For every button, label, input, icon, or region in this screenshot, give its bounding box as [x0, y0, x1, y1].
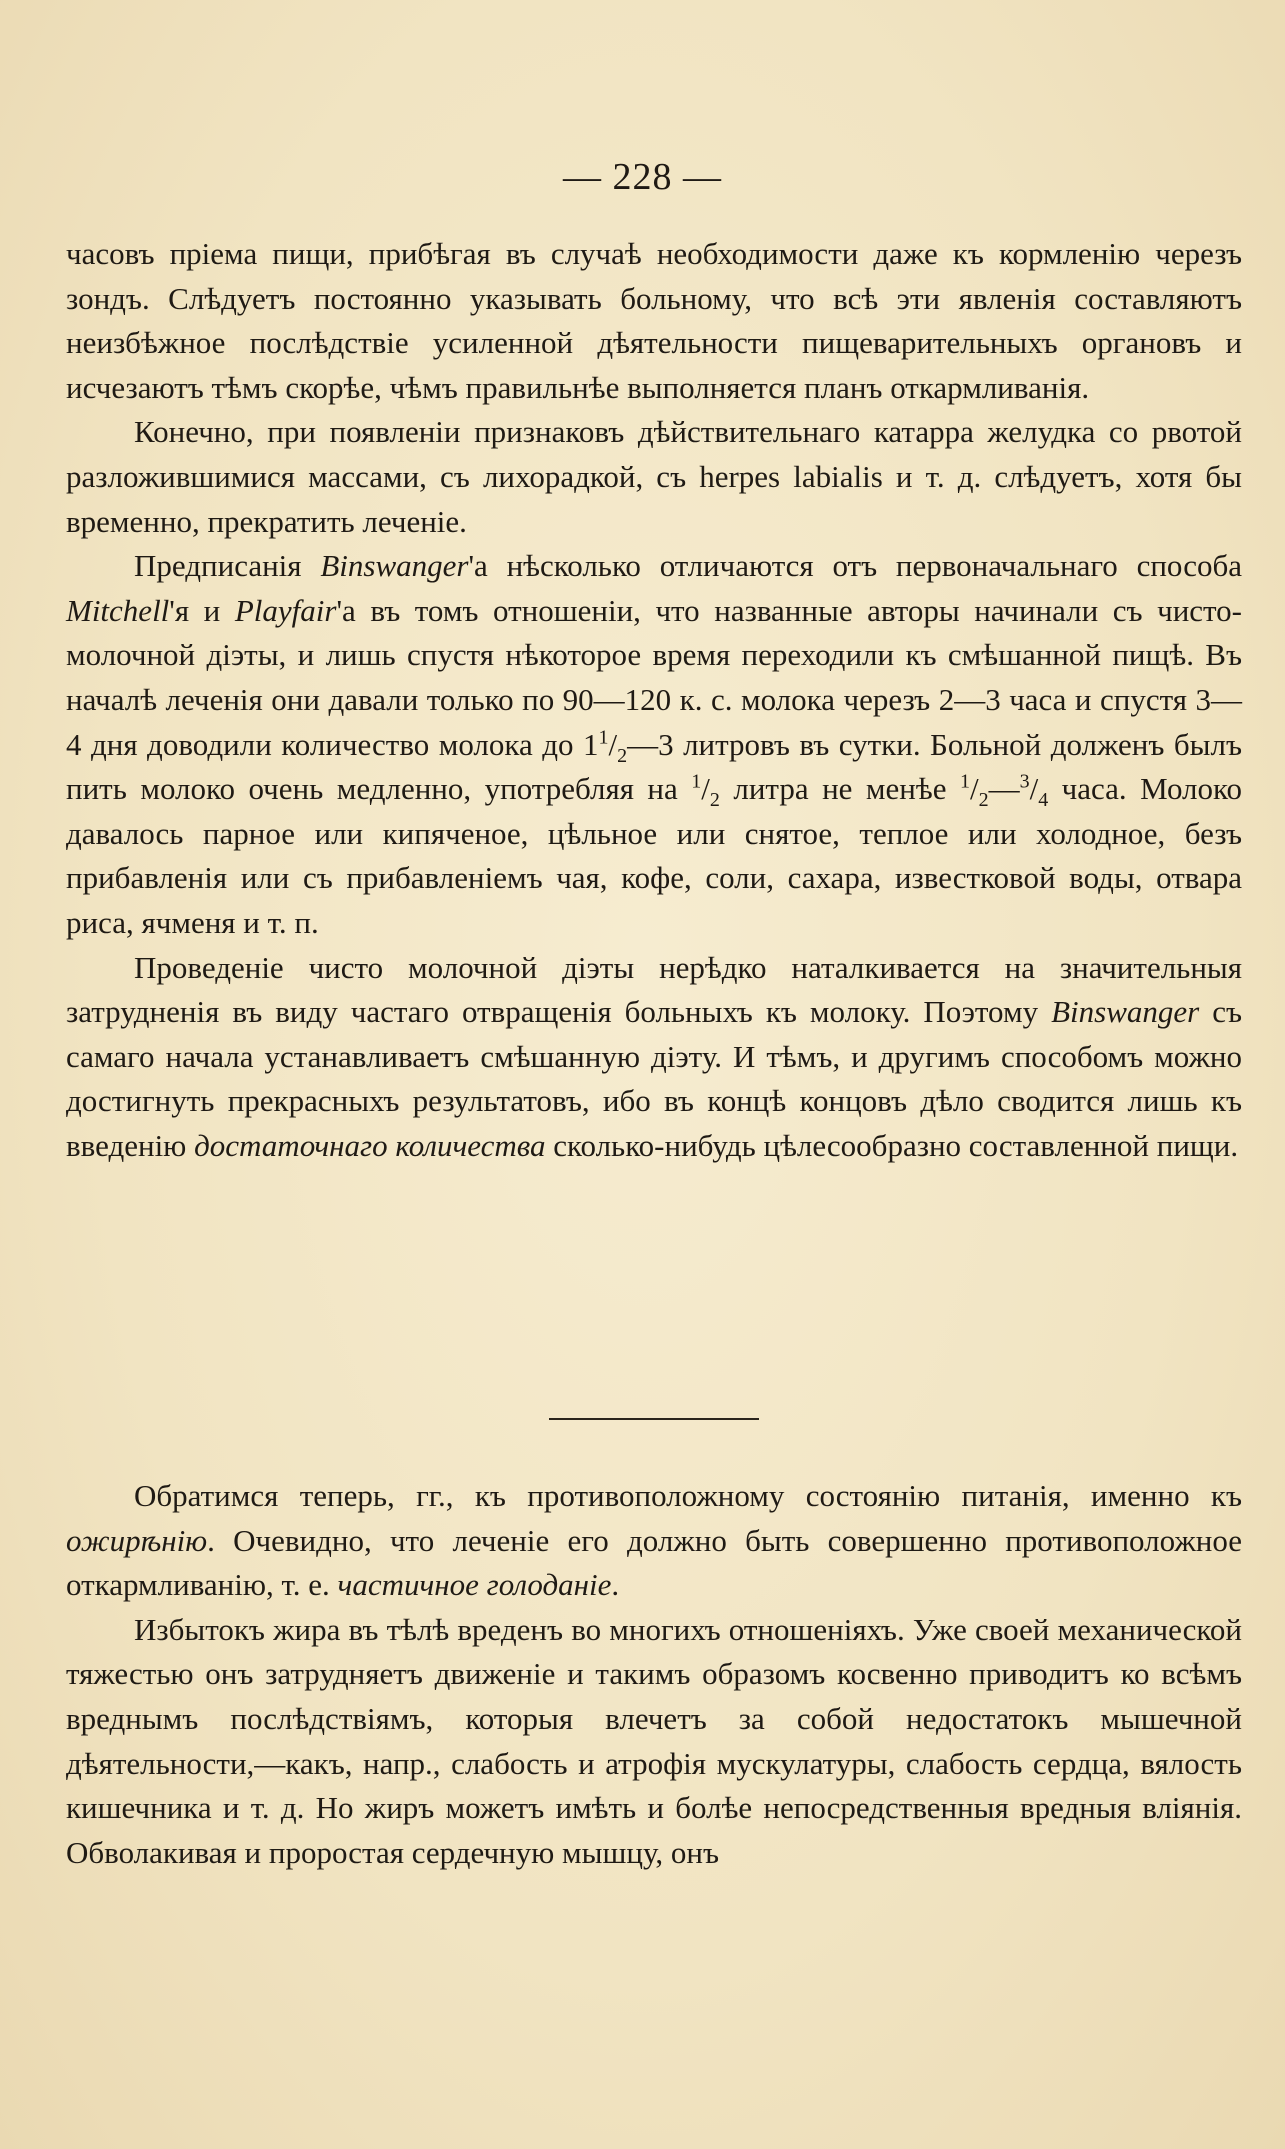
- p3-text-w: часа. Молоко давалось парное или кипяченое, цѣльное или снятое, теплое или холодное, безъ прибавленія или съ прибавленіемъ чая, кофе, соли, сахара, известковой воды, отвара риса, ячменя и т. п.: [66, 771, 1242, 940]
- fraction-denominator: 2: [617, 744, 628, 767]
- p4-text-e: сколько-нибудь цѣлесообразно составленной пищи.: [545, 1127, 1239, 1163]
- p3-text-c: 'а нѣсколько отличаются отъ первоначальнаго способа: [468, 548, 1242, 584]
- p5-text-a: Обратимся теперь, гг., къ противоположному состоянію питанія, именно къ: [134, 1478, 1242, 1513]
- paragraph-6: Избытокъ жира въ тѣлѣ вреденъ во многихъ отношеніяхъ. Уже своей механической тяжестью онъ затрудняетъ движеніе и такимъ образомъ косвенно приводитъ ко всѣмъ вреднымъ послѣдствіямъ, которыя влечетъ за собой недостатокъ мышечной дѣятельности,—какъ, напр., слабость и атрофія мускулатуры, слабость сердца, вялость кишечника и т. д. Но жиръ можетъ имѣть и болѣе непосредственныя вредныя вліянія. Обволакивая и проростая сердечную мышцу, онъ: [66, 1611, 1242, 1870]
- section-divider: [549, 1418, 759, 1420]
- emphasis-partial-starvation: частичное голоданіе: [337, 1567, 612, 1603]
- fraction-numerator: 3: [1019, 770, 1030, 793]
- fraction-slash: /: [969, 771, 979, 807]
- text-block-bottom: [66, 1474, 1242, 1875]
- p3-text-g: 'а въ томъ отношеніи, что названные авторы начинали съ чисто-молочной діэты, и лишь спустя нѣкоторое время переходили къ смѣшанной пищѣ. Въ началѣ леченія они давали только по 90—120 к. с. молока черезъ 2—3 часа и спустя 3—4 дня доводили количество молока до 1: [66, 592, 1243, 762]
- p4-text-c: съ самаго начала устанавливаетъ смѣшанную діэту. И тѣмъ, и другимъ способомъ можно достигнуть прекрасныхъ результатовъ, ибо въ концѣ концовъ дѣло сводится лишь къ введенію: [66, 994, 1243, 1163]
- fraction-numerator: 1: [598, 726, 609, 749]
- p5-text-e: .: [611, 1567, 620, 1603]
- text-block-top: [66, 232, 1242, 1168]
- author-playfair: Playfair: [234, 592, 337, 628]
- p3-text-a: Предписанія: [134, 548, 321, 584]
- paragraph-2: Конечно, при появленіи признаковъ дѣйствительнаго катарра желудка со рвотой разложившимися массами, съ лихорадкой, съ herpes labialis и т. д. слѣдуетъ, хотя бы временно, прекратить леченіе.: [66, 414, 1242, 539]
- p3-dash: —: [988, 771, 1020, 807]
- p3-text-o: литра не менѣе: [719, 771, 960, 807]
- fraction-denominator: 2: [978, 789, 989, 812]
- p5-text-c: . Очевидно, что леченіе его должно быть совершенно противоположное откармливанію, т. е.: [66, 1522, 1242, 1603]
- fraction-slash: /: [608, 726, 618, 762]
- p3-text-e: 'я и: [169, 592, 235, 628]
- emphasis-obesity: ожирѣнію: [66, 1522, 208, 1558]
- author-mitchell: Mitchell: [66, 592, 170, 628]
- p3-text-k: —3 литровъ въ сутки. Больной долженъ былъ пить молоко очень медленно, употребляя на: [66, 726, 1242, 807]
- fraction-numerator: 1: [691, 770, 702, 793]
- paragraph-3: [66, 544, 1242, 945]
- page-number: — 228 —: [563, 156, 722, 198]
- paragraph-5: [66, 1474, 1242, 1608]
- paragraph-4: [66, 946, 1242, 1169]
- p4-text-a: Проведеніе чисто молочной діэты нерѣдко наталкивается на значительныя затрудненія въ виду частаго отвращенія больныхъ къ молоку. Поэтому: [66, 949, 1242, 1030]
- author-binswanger: Binswanger: [320, 548, 469, 584]
- fraction-slash: /: [1029, 771, 1039, 807]
- paragraph-1: часовъ пріема пищи, прибѣгая въ случаѣ необходимости даже къ кормленію черезъ зондъ. Слѣдуетъ постоянно указывать больному, что всѣ эти явленія составляютъ неизбѣжное послѣдствіе усиленной дѣятельности пищеварительныхъ органовъ и исчезаютъ тѣмъ скорѣе, чѣмъ правильнѣе выполняется планъ откармливанія.: [66, 236, 1242, 405]
- author-binswanger: Binswanger: [1051, 994, 1200, 1030]
- fraction-numerator: 1: [959, 770, 970, 793]
- fraction-denominator: 2: [709, 789, 720, 812]
- fraction-slash: /: [701, 771, 710, 807]
- fraction-denominator: 4: [1038, 789, 1049, 812]
- emphasis-sufficient-quantity: достаточнаго количества: [194, 1127, 546, 1163]
